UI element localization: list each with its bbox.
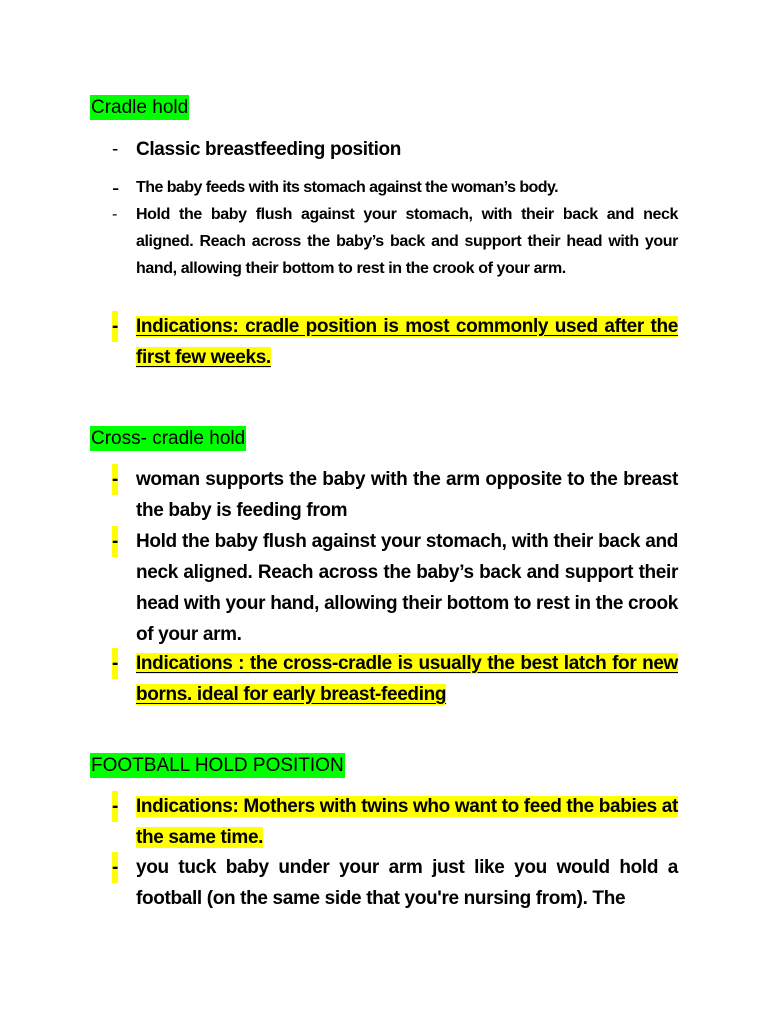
section-heading-cross-cradle-hold: Cross- cradle hold xyxy=(91,428,246,449)
list-item xyxy=(112,201,678,309)
bullet-dash: - xyxy=(112,464,118,495)
bullet-dash: - xyxy=(112,175,120,200)
list-item-indication xyxy=(112,791,678,853)
list-item-indication xyxy=(112,648,678,710)
bullet-dash: - xyxy=(112,852,118,883)
bullet-dash: - xyxy=(112,791,118,822)
bullet-dash: - xyxy=(112,311,118,342)
list-item xyxy=(112,464,678,526)
list-item-text: Indications: cradle position is most commonly used after the first few weeks. xyxy=(136,316,678,368)
list-item-text: Indications : the cross-cradle is usually the best latch for new borns. ideal for early breast-feeding xyxy=(136,653,678,705)
list-item xyxy=(112,174,678,201)
list-item xyxy=(112,852,678,914)
list-item-text: you tuck baby under your arm just like you would hold a football (on the same side that you're nursing from). The xyxy=(136,857,678,909)
bullet-dash: - xyxy=(112,648,118,679)
list-item-text: Indications: Mothers with twins who want to feed the babies at the same time. xyxy=(136,796,679,848)
section-heading-football-hold-position: FOOTBALL HOLD POSITION xyxy=(91,755,344,776)
list-item-text: The baby feeds with its stomach against the woman’s body. xyxy=(136,179,559,196)
list-item-text: Hold the baby flush against your stomach, with their back and neck aligned. Reach across the baby’s back and support their head with your hand, allowing their bottom to rest in the crook of your arm. xyxy=(136,206,678,277)
list-item-text: Classic breastfeeding position xyxy=(136,139,402,160)
bullet-dash: - xyxy=(112,206,118,223)
list-item xyxy=(112,526,678,650)
list-item-text: woman supports the baby with the arm opposite to the breast the baby is feeding from xyxy=(136,469,678,521)
list-item-text: Hold the baby flush against your stomach, with their back and neck aligned. Reach across the baby’s back and support their head with your hand, allowing their bottom to rest in the crook of your arm. xyxy=(136,531,678,645)
bullet-dash: - xyxy=(112,139,119,160)
list-item xyxy=(112,134,678,165)
list-item-indication xyxy=(112,311,678,373)
bullet-dash: - xyxy=(112,526,118,557)
section-heading-cradle-hold: Cradle hold xyxy=(91,97,189,118)
